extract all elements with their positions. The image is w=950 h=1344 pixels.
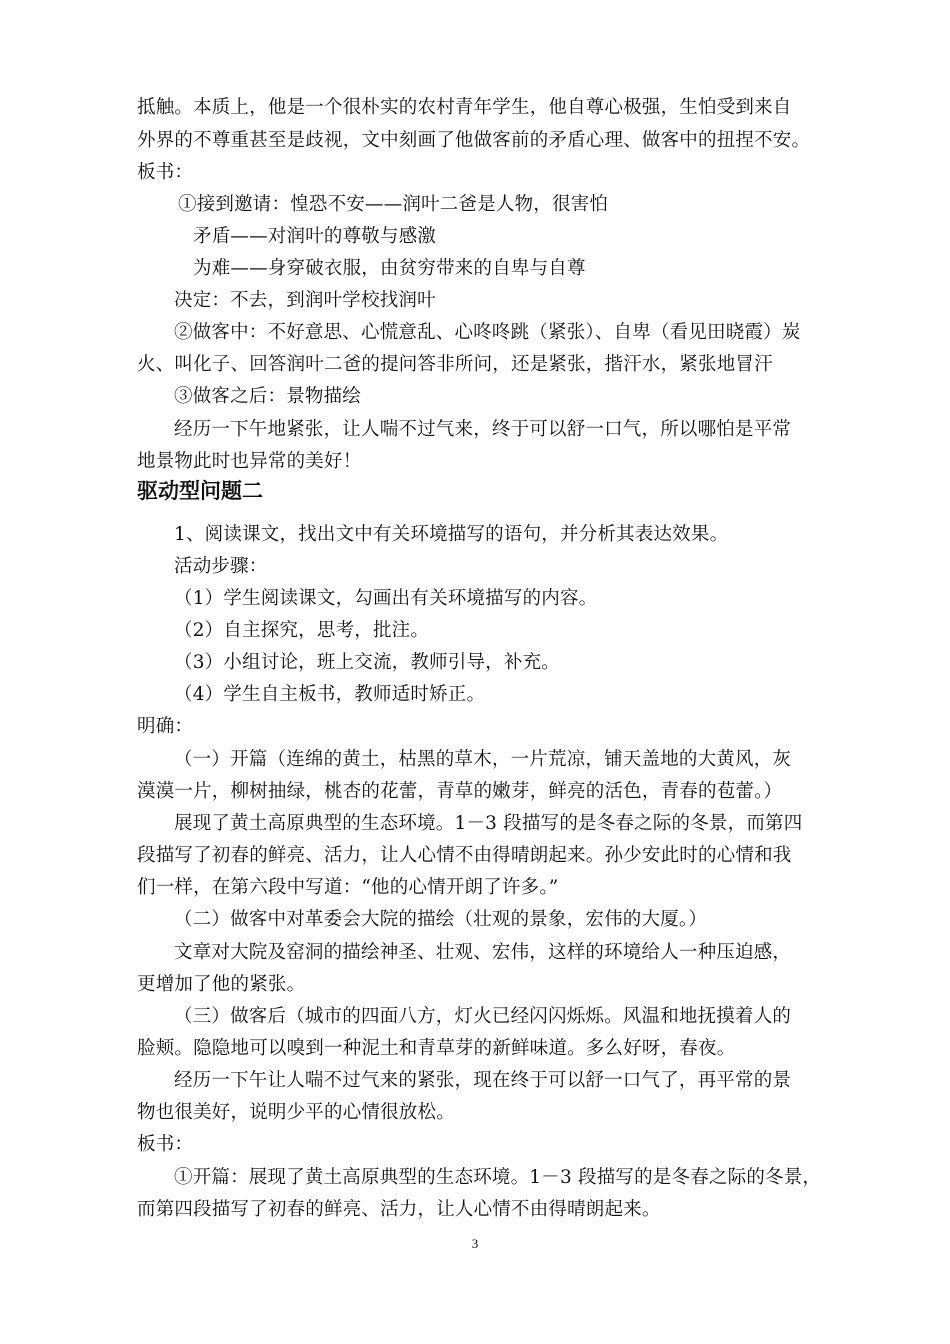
paragraph-line: 展现了黄土高原典型的生态环境。1－3 段描写的是冬春之际的冬景，而第四 bbox=[174, 813, 803, 834]
paragraph-line: 火、叫化子、回答润叶二爸的提问答非所问，还是紧张，揩汗水，紧张地冒汗 bbox=[137, 354, 773, 375]
paragraph-line: 1、阅读课文，找出文中有关环境描写的语句，并分析其表达效果。 bbox=[174, 524, 729, 545]
list-item: （3）小组讨论，班上交流，教师引导，补充。 bbox=[174, 652, 560, 673]
paragraph-line: 脸颊。隐隐地可以嗅到一种泥土和青草芽的新鲜味道。多么好呀，春夜。 bbox=[137, 1038, 736, 1059]
paragraph-line: ①开篇：展现了黄土高原典型的生态环境。1－3 段描写的是冬春之际的冬景， bbox=[174, 1167, 822, 1188]
paragraph-line: 抵触。本质上，他是一个很朴实的农村青年学生，他自尊心极强，生怕受到来自 bbox=[137, 97, 792, 118]
list-item: （1）学生阅读课文，勾画出有关环境描写的内容。 bbox=[174, 588, 598, 609]
paragraph-line: 物也很美好，说明少平的心情很放松。 bbox=[137, 1102, 455, 1123]
paragraph-line: （二）做客中对革委会大院的描绘（壮观的景象，宏伟的大厦。） bbox=[174, 909, 708, 930]
paragraph-line: 为难——身穿破衣服，由贫穷带来的自卑与自尊 bbox=[193, 258, 586, 279]
page-number: 3 bbox=[471, 1236, 479, 1251]
paragraph-line: ③做客之后：景物描绘 bbox=[174, 386, 362, 407]
paragraph-line: 地景物此时也异常的美好！ bbox=[137, 451, 362, 472]
section-heading: 驱动型问题二 bbox=[137, 479, 263, 503]
list-item: （2）自主探究，思考，批注。 bbox=[174, 620, 430, 641]
label-banshu: 板书： bbox=[137, 162, 194, 183]
paragraph-line: 文章对大院及窑洞的描绘神圣、壮观、宏伟，这样的环境给人一种压迫感， bbox=[174, 942, 792, 963]
paragraph-line: 经历一下午地紧张，让人喘不过气来，终于可以舒一口气，所以哪怕是平常 bbox=[174, 419, 792, 440]
paragraph-line: ①接到邀请：惶恐不安——润叶二爸是人物，很害怕 bbox=[178, 194, 609, 215]
paragraph-line: 更增加了他的紧张。 bbox=[137, 974, 306, 995]
label-mingque: 明确： bbox=[137, 716, 194, 737]
paragraph-line: 活动步骤： bbox=[174, 556, 268, 577]
paragraph-line: （一）开篇（连绵的黄土，枯黑的草木，一片荒凉，铺天盖地的大黄风，灰 bbox=[174, 749, 792, 770]
paragraph-line: 段描写了初春的鲜亮、活力，让人心情不由得晴朗起来。孙少安此时的心情和我 bbox=[137, 845, 792, 866]
label-banshu: 板书： bbox=[137, 1134, 194, 1155]
paragraph-line: 矛盾——对润叶的尊敬与感激 bbox=[193, 226, 437, 247]
paragraph-line: ②做客中：不好意思、心慌意乱、心咚咚跳（紧张）、自卑（看见田晓霞）炭 bbox=[174, 322, 801, 343]
paragraph-line: 漠漠一片，柳树抽绿，桃杏的花蕾，青草的嫩芽，鲜亮的活色，青春的苞蕾。） bbox=[137, 781, 783, 802]
list-item: （4）学生自主板书，教师适时矫正。 bbox=[174, 684, 486, 705]
paragraph-line: 外界的不尊重甚至是歧视，文中刻画了他做客前的矛盾心理、做客中的扭捏不安。 bbox=[137, 130, 811, 151]
paragraph-line: （三）做客后（城市的四面八方，灯火已经闪闪烁烁。风温和地抚摸着人的 bbox=[174, 1006, 792, 1027]
paragraph-line: 而第四段描写了初春的鲜亮、活力，让人心情不由得晴朗起来。 bbox=[137, 1199, 661, 1220]
paragraph-line: 们一样，在第六段中写道：“他的心情开朗了许多。” bbox=[137, 877, 559, 898]
paragraph-line: 经历一下午让人喘不过气来的紧张，现在终于可以舒一口气了，再平常的景 bbox=[174, 1070, 792, 1091]
paragraph-line: 决定：不去，到润叶学校找润叶 bbox=[174, 290, 436, 311]
